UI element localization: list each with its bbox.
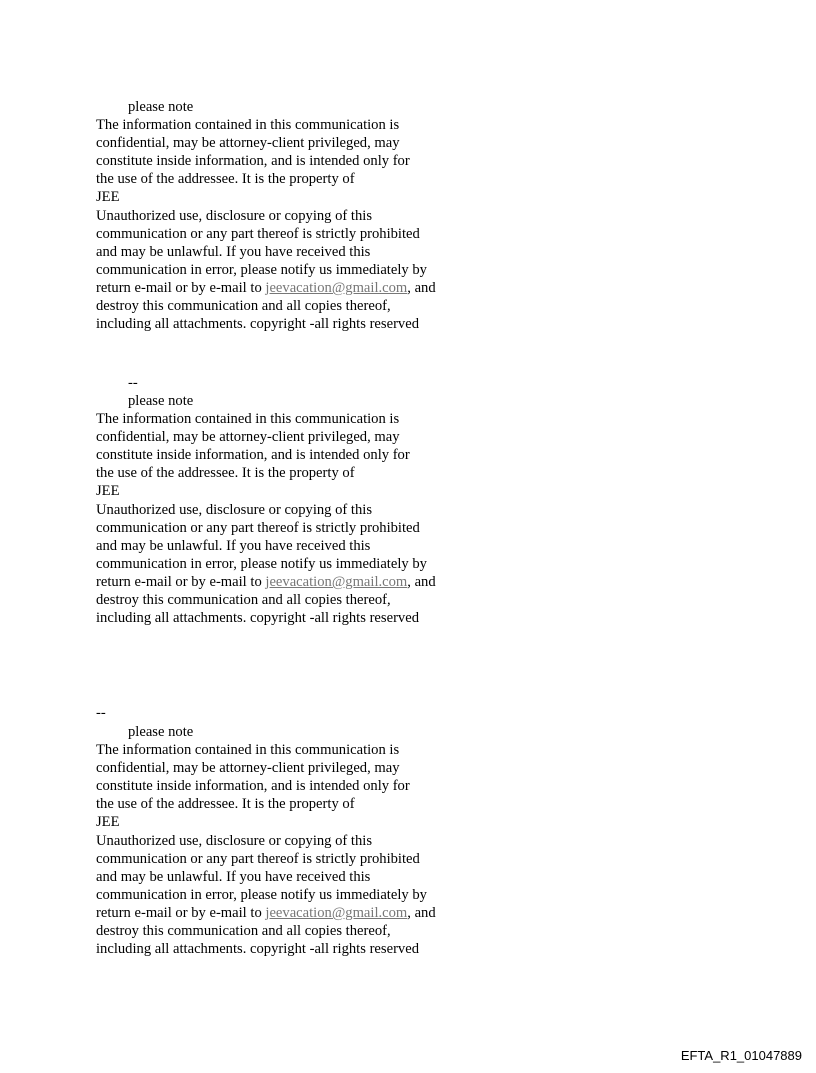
notice-line: including all attachments. copyright -all rights reserved <box>96 941 419 958</box>
notice-line: and may be unlawful. If you have received this <box>96 537 371 554</box>
separator: -- <box>96 705 106 721</box>
notice-line: Unauthorized use, disclosure or copying of this <box>96 501 373 518</box>
notice-heading: please note <box>128 724 194 740</box>
notice-block-2 <box>96 392 516 627</box>
notice-line: communication in error, please notify us immediately by <box>96 261 427 278</box>
notice-line: confidential, may be attorney-client privileged, may <box>96 429 400 446</box>
email-suffix: , and <box>407 279 436 296</box>
notice-block-3 <box>96 723 516 958</box>
notice-email-line <box>96 904 516 922</box>
email-prefix: return e-mail or by e-mail to <box>96 573 266 590</box>
notice-line: constitute inside information, and is intended only for <box>96 153 410 170</box>
email-prefix: return e-mail or by e-mail to <box>96 279 266 296</box>
notice-line: and may be unlawful. If you have received this <box>96 868 371 885</box>
separator: -- <box>128 375 138 391</box>
notice-line: the use of the addressee. It is the property of <box>96 465 355 482</box>
notice-line: JEE <box>96 814 120 831</box>
notice-email-line <box>96 573 516 591</box>
notice-line: destroy this communication and all copies thereof, <box>96 592 391 609</box>
notice-block-1 <box>96 98 516 333</box>
notice-line: Unauthorized use, disclosure or copying of this <box>96 832 373 849</box>
notice-line: constitute inside information, and is intended only for <box>96 447 410 464</box>
notice-line: including all attachments. copyright -all rights reserved <box>96 610 419 627</box>
notice-line: The information contained in this communication is <box>96 411 400 428</box>
notice-line: JEE <box>96 189 120 206</box>
notice-line: and may be unlawful. If you have received this <box>96 243 371 260</box>
notice-heading: please note <box>128 99 194 115</box>
notice-line: communication or any part thereof is strictly prohibited <box>96 850 420 867</box>
notice-line: The information contained in this communication is <box>96 742 400 759</box>
notice-line: destroy this communication and all copies thereof, <box>96 298 391 315</box>
notice-line: Unauthorized use, disclosure or copying of this <box>96 207 373 224</box>
notice-line: confidential, may be attorney-client privileged, may <box>96 135 400 152</box>
email-suffix: , and <box>407 904 436 921</box>
notice-line: communication or any part thereof is strictly prohibited <box>96 225 420 242</box>
notice-line: communication in error, please notify us immediately by <box>96 555 427 572</box>
notice-line: constitute inside information, and is intended only for <box>96 778 410 795</box>
email-link[interactable]: jeevacation@gmail.com <box>265 279 408 296</box>
notice-heading: please note <box>128 393 194 409</box>
notice-line: JEE <box>96 483 120 500</box>
notice-line: the use of the addressee. It is the property of <box>96 796 355 813</box>
notice-line: the use of the addressee. It is the property of <box>96 171 355 188</box>
notice-line: confidential, may be attorney-client privileged, may <box>96 760 400 777</box>
notice-line: destroy this communication and all copies thereof, <box>96 923 391 940</box>
email-suffix: , and <box>407 573 436 590</box>
notice-line: including all attachments. copyright -all rights reserved <box>96 316 419 333</box>
document-id: EFTA_R1_01047889 <box>680 1048 802 1063</box>
email-link[interactable]: jeevacation@gmail.com <box>265 904 408 921</box>
email-prefix: return e-mail or by e-mail to <box>96 904 266 921</box>
notice-line: The information contained in this communication is <box>96 117 400 134</box>
email-link[interactable]: jeevacation@gmail.com <box>265 573 408 590</box>
notice-line: communication or any part thereof is strictly prohibited <box>96 519 420 536</box>
notice-line: communication in error, please notify us immediately by <box>96 886 427 903</box>
notice-email-line <box>96 279 516 297</box>
